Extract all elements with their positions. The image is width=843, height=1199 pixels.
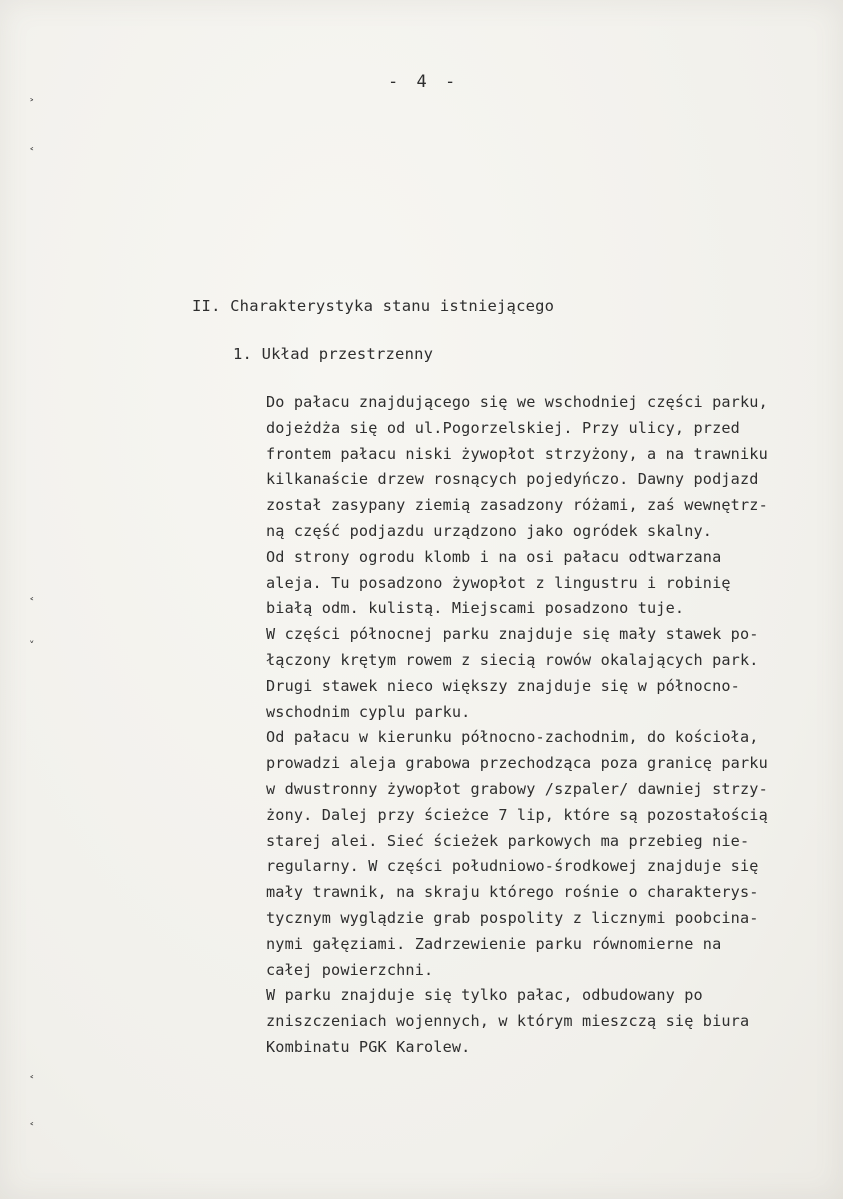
body-text xyxy=(266,390,826,1061)
text-line: W parku znajduje się tylko pałac, odbudowany po xyxy=(266,986,703,1005)
text-line: Od pałacu w kierunku północno-zachodnim, do kościoła, xyxy=(266,728,759,747)
text-line: nymi gałęziami. Zadrzewienie parku równomierne na xyxy=(266,934,722,953)
binding-mark: ˅ xyxy=(29,639,35,652)
page-number: - 4 - xyxy=(388,72,460,92)
text-line: w dwustronny żywopłot grabowy /szpaler/ dawniej strzy- xyxy=(266,779,768,798)
binding-mark: ˂ xyxy=(29,1121,35,1134)
text-line: żony. Dalej przy ścieżce 7 lip, które są pozostałością xyxy=(266,805,768,824)
subsection-heading: 1. Układ przestrzenny xyxy=(233,345,434,363)
text-line: białą odm. kulistą. Miejscami posadzono tuje. xyxy=(266,599,685,618)
binding-mark: ˃ xyxy=(29,97,35,110)
text-line: W części północnej parku znajduje się mały stawek po- xyxy=(266,625,759,644)
text-line: wschodnim cyplu parku. xyxy=(266,702,471,721)
text-line: Od strony ogrodu klomb i na osi pałacu odtwarzana xyxy=(266,547,722,566)
text-line: kilkanaście drzew rosnących pojedyńczo. Dawny podjazd xyxy=(266,470,759,489)
text-line: łączony krętym rowem z siecią rowów okalających park. xyxy=(266,650,759,669)
text-line: ną część podjazdu urządzono jako ogródek skalny. xyxy=(266,521,713,540)
text-line: został zasypany ziemią zasadzony różami, zaś wewnętrz- xyxy=(266,496,768,515)
text-line: zniszczeniach wojennych, w którym mieszczą się biura xyxy=(266,1012,750,1031)
text-line: całej powierzchni. xyxy=(266,960,434,979)
text-line: starej alei. Sieć ścieżek parkowych ma przebieg nie- xyxy=(266,831,750,850)
text-line: dojeżdża się od ul.Pogorzelskiej. Przy ulicy, przed xyxy=(266,418,740,437)
text-line: Do pałacu znajdującego się we wschodniej części parku, xyxy=(266,393,768,411)
binding-mark: ˂ xyxy=(29,596,35,609)
text-line: Drugi stawek nieco większy znajduje się w północno- xyxy=(266,676,740,695)
text-line: frontem pałacu niski żywopłot strzyżony, a na trawniku xyxy=(266,444,768,463)
text-line: tycznym wyglądzie grab pospolity z licznymi poobcina- xyxy=(266,908,759,927)
binding-mark: ˂ xyxy=(29,1074,35,1087)
text-line: aleja. Tu posadzono żywopłot z lingustru i robinię xyxy=(266,573,731,592)
text-line: prowadzi aleja grabowa przechodząca poza granicę parku xyxy=(266,754,768,773)
text-line: regularny. W części południowo-środkowej znajduje się xyxy=(266,857,759,876)
binding-mark: ˂ xyxy=(29,146,35,159)
section-heading: II. Charakterystyka stanu istniejącego xyxy=(192,297,555,315)
text-line: Kombinatu PGK Karolew. xyxy=(266,1037,471,1056)
text-line: mały trawnik, na skraju którego rośnie o charakterys- xyxy=(266,883,759,902)
